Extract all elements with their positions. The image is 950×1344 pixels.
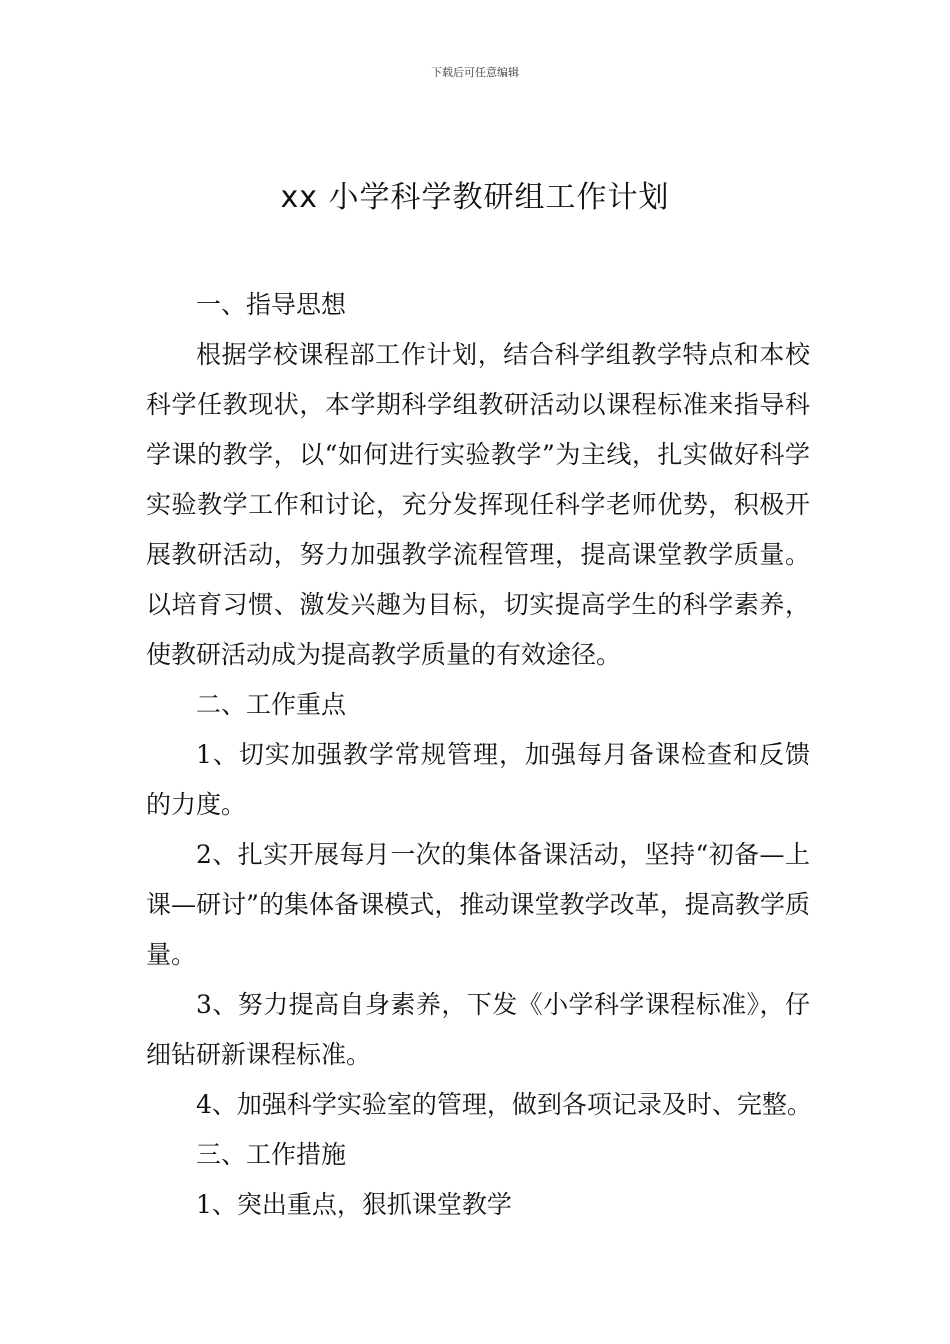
document-body: [146, 280, 810, 1230]
page-header-note: 下载后可任意编辑: [431, 66, 519, 79]
document-title: xx 小学科学教研组工作计划: [280, 180, 670, 215]
list-item-work-focus-2: 2、扎实开展每月一次的集体备课活动，坚持“初备—上课—研讨”的集体备课模式，推动课堂教学改革，提高教学质量。: [146, 840, 810, 969]
section-heading-guiding-ideology: 一、指导思想: [196, 290, 347, 319]
section-heading-work-measures: 三、工作措施: [196, 1140, 347, 1169]
list-item-work-focus-3: 3、努力提高自身素养，下发《小学科学课程标准》，仔细钻研新课程标准。: [146, 990, 810, 1069]
list-item-work-focus-1: 1、切实加强教学常规管理，加强每月备课检查和反馈的力度。: [146, 740, 810, 819]
list-item-work-measures-1: 1、突出重点，狠抓课堂教学: [196, 1190, 512, 1219]
list-item-work-focus-4: 4、加强科学实验室的管理，做到各项记录及时、完整。: [196, 1090, 812, 1119]
paragraph-guiding-ideology: 根据学校课程部工作计划，结合科学组教学特点和本校科学任教现状，本学期科学组教研活动以课程标准来指导科学课的教学，以“如何进行实验教学”为主线，扎实做好科学实验教学工作和讨论，充分发挥现任科学老师优势，积极开展教研活动，努力加强教学流程管理，提高课堂教学质量。以培育习惯、激发兴趣为目标，切实提高学生的科学素养，使教研活动成为提高教学质量的有效途径。: [146, 340, 810, 669]
section-heading-work-focus: 二、工作重点: [196, 690, 347, 719]
